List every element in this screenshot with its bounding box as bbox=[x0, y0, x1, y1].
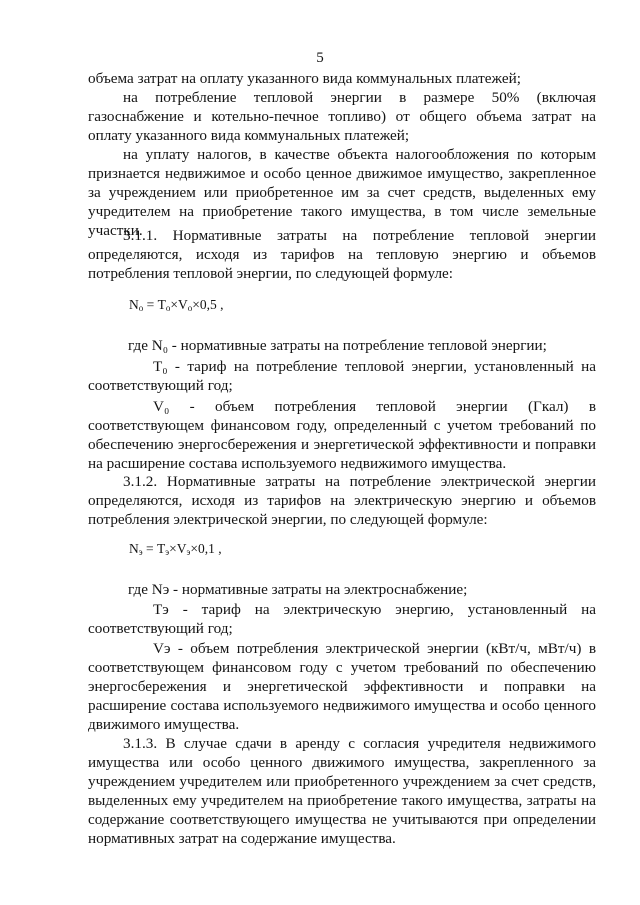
formula-op: = bbox=[143, 297, 158, 312]
text-line: T₀ - тариф на потребление тепловой энергии, установленный на bbox=[153, 358, 596, 375]
text-line: признается недвижимое и особо ценное движимое имущество, закрепленное bbox=[88, 165, 596, 182]
text-line: 3.1.3. В случае сдачи в аренду с согласия учредителя недвижимого bbox=[123, 735, 596, 752]
formula-coef: 0,1 bbox=[198, 541, 215, 556]
text-line: движимого имущества. bbox=[88, 716, 240, 733]
formula-subscript: э bbox=[138, 547, 143, 557]
text-line: объема затрат на оплату указанного вида коммунальных платежей; bbox=[88, 70, 521, 87]
text-line: обеспечению энергосбережения и энергетической эффективности и поправки bbox=[88, 436, 596, 453]
text-line: соответствующий год; bbox=[88, 620, 233, 637]
formula-end: , bbox=[216, 297, 224, 312]
formula-var: N bbox=[129, 541, 139, 556]
text-line: содержание соответствующего имущества не учитываются при определении bbox=[88, 811, 596, 828]
text-line: соответствующий год; bbox=[88, 377, 233, 394]
text-line: потребления электрической энергии, по следующей формуле: bbox=[88, 511, 488, 528]
text-line: где Nэ - нормативные затраты на электроснабжение; bbox=[128, 581, 468, 598]
formula-subscript: о bbox=[138, 303, 144, 313]
text-line: 3.1.2. Нормативные затраты на потребление электрической энергии bbox=[123, 473, 596, 490]
formula-var: V bbox=[176, 541, 187, 556]
formula-op: × bbox=[190, 541, 198, 556]
formula-end: , bbox=[214, 541, 222, 556]
text-line: учреждением учредителем или приобретенного учреждением за счет средств, bbox=[88, 773, 596, 790]
text-line: оплату указанного вида коммунальных платежей; bbox=[88, 127, 410, 144]
text-line: на потребление тепловой энергии в размере 50% (включая bbox=[123, 89, 596, 106]
page-number: 5 bbox=[316, 50, 324, 66]
text-line: определяются, исходя из тарифов на тепловую энергию и объемов bbox=[88, 246, 596, 263]
text-line: на уплату налогов, в качестве объекта налогообложения по которым bbox=[123, 146, 596, 163]
formula-op: × bbox=[169, 541, 177, 556]
text-line: расширение состава используемого недвижимого имущества и особо ценного bbox=[88, 697, 596, 714]
formula-var: V bbox=[178, 297, 188, 312]
formula-subscript: э bbox=[165, 547, 170, 557]
text-line: на расширение состава используемого недвижимого имущества. bbox=[88, 455, 507, 472]
text-line: имущества или особо ценного движимого имущества, закрепленного за bbox=[88, 754, 596, 771]
text-line: определяются, исходя из тарифов на электрическую энергию и объемов bbox=[88, 492, 596, 509]
formula-op: × bbox=[192, 297, 200, 312]
text-line: V₀ - объем потребления тепловой энергии (Гкал) в bbox=[153, 398, 596, 415]
formula-subscript: э bbox=[186, 547, 191, 557]
text-line: Vэ - объем потребления электрической энергии (кВт/ч, мВт/ч) в bbox=[153, 640, 596, 657]
formula-subscript: о bbox=[187, 303, 193, 313]
text-line: энергосбережения и энергетической эффективности и поправки на bbox=[88, 678, 596, 695]
formula-op: = bbox=[142, 541, 157, 556]
text-line: за учреждением или приобретенное им за счет средств, выделенных ему bbox=[88, 184, 596, 201]
text-line: участки. bbox=[88, 222, 143, 239]
text-line: выделенных ему учредителем на приобретение такого имущества, затраты на bbox=[88, 792, 596, 809]
formula-heat bbox=[129, 296, 224, 317]
text-line: 3.1.1. Нормативные затраты на потребление тепловой энергии bbox=[123, 227, 596, 244]
text-line: потребления тепловой энергии, по следующей формуле: bbox=[88, 265, 453, 282]
text-line: Tэ - тариф на электрическую энергию, установленный на bbox=[153, 601, 596, 618]
text-line: соответствующем финансовом году, определенный с учетом требований по bbox=[88, 417, 596, 434]
text-line: учредителем на приобретение такого имущества, в том числе земельные bbox=[88, 203, 596, 220]
formula-coef: 0,5 bbox=[199, 297, 217, 312]
formula-var: N bbox=[129, 297, 139, 312]
text-line: газоснабжение и котельно-печное топливо) от общего объема затрат на bbox=[88, 108, 596, 125]
formula-subscript: о bbox=[165, 303, 171, 313]
text-line: нормативных затрат на содержание имущества. bbox=[88, 830, 396, 847]
text-line: соответствующем финансовом году с учетом требований по обеспечению bbox=[88, 659, 596, 676]
formula-var: T bbox=[157, 541, 166, 556]
text-line: где N₀ - нормативные затраты на потребление тепловой энергии; bbox=[128, 337, 547, 354]
formula-op: × bbox=[170, 297, 178, 312]
formula-var: T bbox=[157, 297, 166, 312]
formula-electric bbox=[129, 540, 222, 561]
